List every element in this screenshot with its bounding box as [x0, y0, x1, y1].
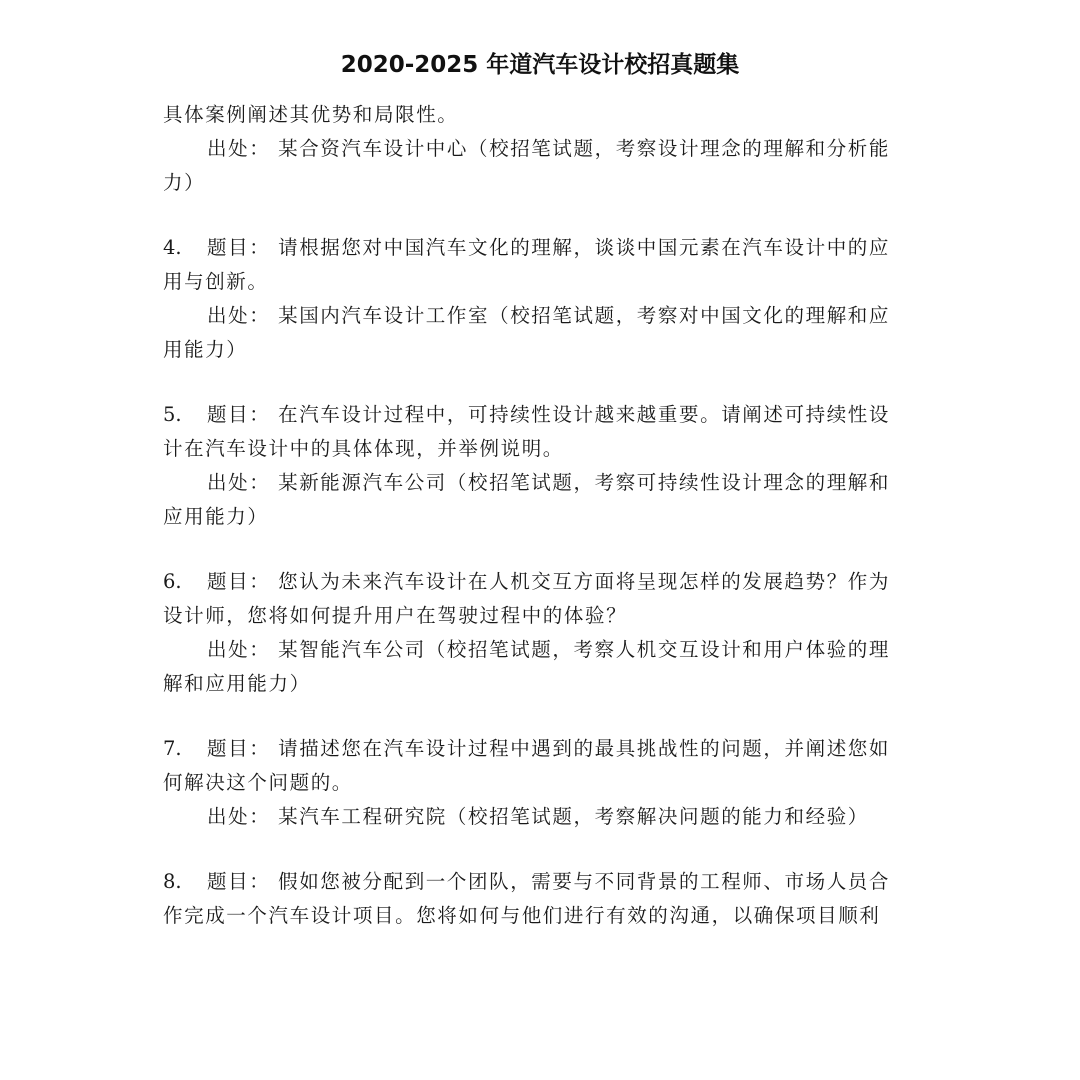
document-body	[163, 98, 915, 933]
question-line: 计在汽车设计中的具体体现，并举例说明。	[163, 437, 564, 460]
question-line: 作完成一个汽车设计项目。您将如何与他们进行有效的沟通，以确保项目顺利	[163, 904, 881, 927]
source-line: 出处： 某智能汽车公司（校招笔试题，考察人机交互设计和用户体验的理	[207, 638, 890, 661]
question-line: 设计师，您将如何提升用户在驾驶过程中的体验？	[163, 604, 628, 627]
question-block	[163, 98, 915, 200]
source-line: 用能力）	[163, 338, 248, 361]
source-line: 应用能力）	[163, 505, 269, 528]
question-line	[163, 565, 915, 599]
question-line: 具体案例阐述其优势和局限性。	[163, 103, 459, 126]
question-text: 题目： 请描述您在汽车设计过程中遇到的最具挑战性的问题，并阐述您如	[207, 737, 890, 760]
question-text: 题目： 您认为未来汽车设计在人机交互方面将呈现怎样的发展趋势？作为	[207, 570, 890, 593]
question-line: 何解决这个问题的。	[163, 771, 353, 794]
question-number: 7.	[163, 737, 182, 760]
question-text: 题目： 假如您被分配到一个团队，需要与不同背景的工程师、市场人员合	[207, 870, 890, 893]
question-block	[163, 398, 915, 534]
source-line: 解和应用能力）	[163, 672, 311, 695]
question-block	[163, 565, 915, 701]
question-line	[163, 865, 915, 899]
page-title: 2020-2025 年道汽车设计校招真题集	[340, 52, 740, 78]
question-number: 4.	[163, 236, 182, 259]
source-line: 力）	[163, 171, 206, 194]
source-line: 出处： 某合资汽车设计中心（校招笔试题，考察设计理念的理解和分析能	[207, 137, 890, 160]
question-block	[163, 231, 915, 367]
question-number: 8.	[163, 870, 182, 893]
question-block	[163, 732, 915, 834]
question-text: 题目： 在汽车设计过程中，可持续性设计越来越重要。请阐述可持续性设	[207, 403, 890, 426]
source-line: 出处： 某国内汽车设计工作室（校招笔试题，考察对中国文化的理解和应	[207, 304, 890, 327]
question-line	[163, 732, 915, 766]
question-number: 6.	[163, 570, 182, 593]
question-number: 5.	[163, 403, 182, 426]
question-block	[163, 865, 915, 933]
source-line: 出处： 某汽车工程研究院（校招笔试题，考察解决问题的能力和经验）	[207, 805, 869, 828]
source-line: 出处： 某新能源汽车公司（校招笔试题，考察可持续性设计理念的理解和	[207, 471, 890, 494]
question-line	[163, 231, 915, 265]
question-line: 用与创新。	[163, 270, 269, 293]
question-text: 题目： 请根据您对中国汽车文化的理解，谈谈中国元素在汽车设计中的应	[207, 236, 890, 259]
question-line	[163, 398, 915, 432]
